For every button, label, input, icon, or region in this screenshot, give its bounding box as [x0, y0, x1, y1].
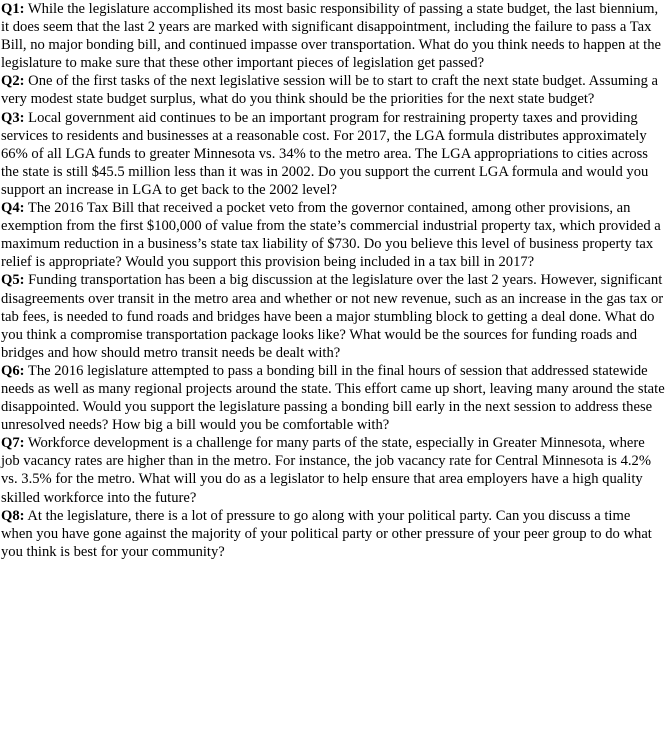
- question-5: [1, 271, 665, 361]
- question-2: [1, 72, 665, 108]
- question-text: Local government aid continues to be an important program for restraining property taxes and providing services to residents and businesses at a reasonable cost. For 2017, the LGA formula distributes approximately 66% of all LGA funds to greater Minnesota vs. 34% to the metro area. The LGA appropriations to cities across the state is still $45.5 million less than it was in 2002. Do you support the current LGA formula and would you support an increase in LGA to get back to the 2002 level?: [1, 109, 649, 198]
- question-label: Q8:: [1, 507, 25, 524]
- question-text: At the legislature, there is a lot of pressure to go along with your political party. Can you discuss a time when you have gone against the majority of your political party or other pressure of your peer group to do what you think is best for your community?: [1, 507, 652, 560]
- question-text: The 2016 legislature attempted to pass a bonding bill in the final hours of session that addressed statewide needs as well as many regional projects around the state. This effort came up short, leaving many around the state disappointed. Would you support the legislature passing a bonding bill early in the next session to address these unresolved needs? How big a bill would you be comfortable with?: [1, 362, 665, 434]
- question-7: [1, 434, 665, 506]
- question-text: The 2016 Tax Bill that received a pocket veto from the governor contained, among other provisions, an exemption from the first $100,000 of value from the state’s commercial industrial property tax, which provided a maximum reduction in a business’s state tax liability of $730. Do you believe this level of business property tax relief is appropriate? Would you support this provision being included in a tax bill in 2017?: [1, 200, 661, 271]
- question-6: [1, 362, 665, 434]
- question-8: [1, 507, 665, 561]
- question-4: [1, 199, 665, 271]
- question-label: Q2:: [1, 73, 25, 90]
- question-label: Q6:: [1, 362, 25, 379]
- question-text: Funding transportation has been a big discussion at the legislature over the last 2 years. However, significant disagreements over transit in the metro area and whether or not new revenue, such as an increase in the gas tax or tab fees, is needed to fund roads and bridges have been a major stumbling block to getting a deal done. What do you think a compromise transportation package looks like? What would be the sources for funding roads and bridges and how should metro transit needs be dealt with?: [1, 272, 664, 361]
- question-label: Q7:: [1, 435, 25, 452]
- question-label: Q3:: [1, 109, 25, 126]
- question-3: [1, 109, 665, 199]
- question-text: Workforce development is a challenge for many parts of the state, especially in Greater Minnesota, where job vacancy rates are higher than in the metro. For instance, the job vacancy rate for Central Minnesota is 4.2% vs. 3.5% for the metro. What will you do as a legislator to help ensure that area employers have a high quality skilled workforce into the future?: [1, 435, 652, 506]
- question-text: One of the first tasks of the next legislative session will be to start to craft the next state budget. Assuming a very modest state budget surplus, what do you think should be the priorities for the next state budget?: [1, 73, 658, 108]
- question-label: Q4:: [1, 200, 25, 217]
- question-1: [1, 0, 665, 72]
- question-text: While the legislature accomplished its most basic responsibility of passing a state budget, the last biennium, it does seem that the last 2 years are marked with significant disappointment, including the failure to pass a Tax Bill, no major bonding bill, and continued impasse over transportation. What do you think needs to happen at the legislature to make sure that these other important pieces of legislation get passed?: [1, 1, 661, 72]
- question-label: Q5:: [1, 272, 25, 289]
- question-label: Q1:: [1, 1, 25, 17]
